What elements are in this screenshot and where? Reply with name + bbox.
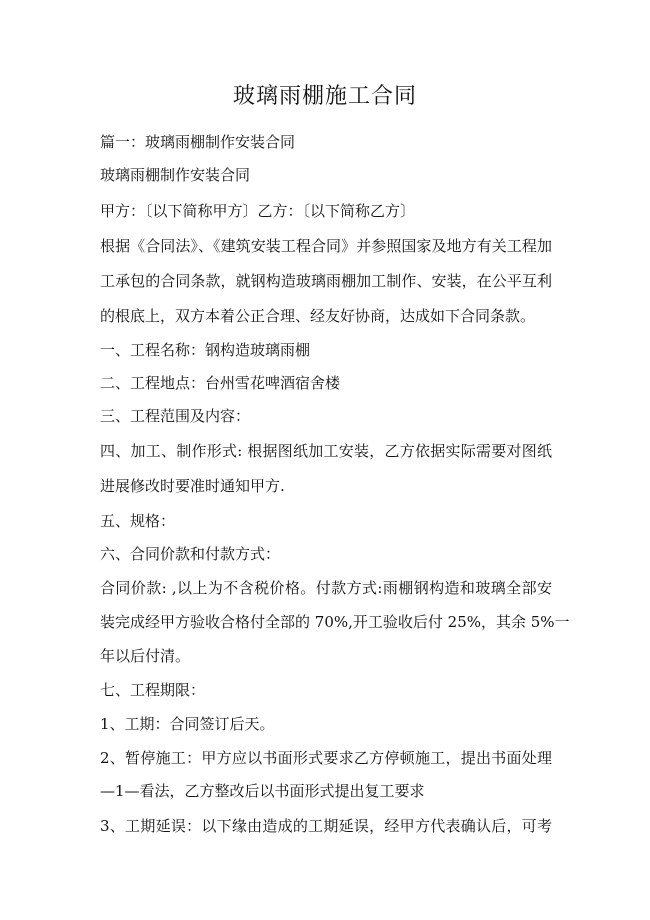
preamble-line-1: 根据《合同法》、《建筑安装工程合同》并参照国家及地方有关工程加	[100, 237, 552, 255]
clause-project-location: 二、工程地点：台州雪花啤酒宿舍楼	[100, 374, 341, 392]
duration-item-2-line-2: —1—看法，乙方整改后以书面形式提出复工要求	[100, 782, 425, 800]
clause-fabrication-line-1: 四、加工、制作形式: 根据图纸加工安装，乙方依据实际需要对图纸	[100, 442, 552, 460]
price-line-3: 年以后付清。	[100, 647, 191, 665]
clause-duration: 七、工程期限：	[100, 681, 206, 699]
parties-line: 甲方：〔以下简称甲方〕乙方：〔以下简称乙方〕	[100, 202, 416, 220]
duration-item-2-line-1: 2、暂停施工：甲方应以书面形式要求乙方停顿施工，提出书面处理	[100, 749, 552, 767]
price-line-1: 合同价款: ,以上为不含税价格。付款方式:雨棚钢构造和玻璃全部安	[100, 579, 552, 597]
duration-item-1: 1、工期：合同签订后天。	[100, 715, 275, 733]
clause-project-scope: 三、工程范围及内容：	[100, 407, 251, 425]
clause-fabrication-line-2: 进展修改时要准时通知甲方.	[100, 477, 285, 495]
duration-item-3-line-1: 3、工期延误：以下缘由造成的工期延误，经甲方代表确认后，可考	[100, 817, 552, 835]
preamble-line-3: 的根底上，双方本着公正合理、经友好协商，达成如下合同条款。	[100, 307, 536, 325]
contract-subtitle: 玻璃雨棚制作安装合同	[100, 166, 251, 184]
price-line-2: 装完成经甲方验收合格付全部的 70%,开工验收后付 25%，其余 5%一	[100, 613, 570, 631]
preamble-line-2: 工承包的合同条款，就钢构造玻璃雨棚加工制作、安装，在公平互利	[100, 272, 552, 290]
section-heading: 篇一：玻璃雨棚制作安装合同	[100, 133, 296, 151]
clause-specification: 五、规格：	[100, 512, 176, 530]
document-title: 玻璃雨棚施工合同	[232, 84, 417, 109]
clause-project-name: 一、工程名称：钢构造玻璃雨棚	[100, 341, 311, 359]
clause-price-payment: 六、合同价款和付款方式：	[100, 545, 281, 563]
